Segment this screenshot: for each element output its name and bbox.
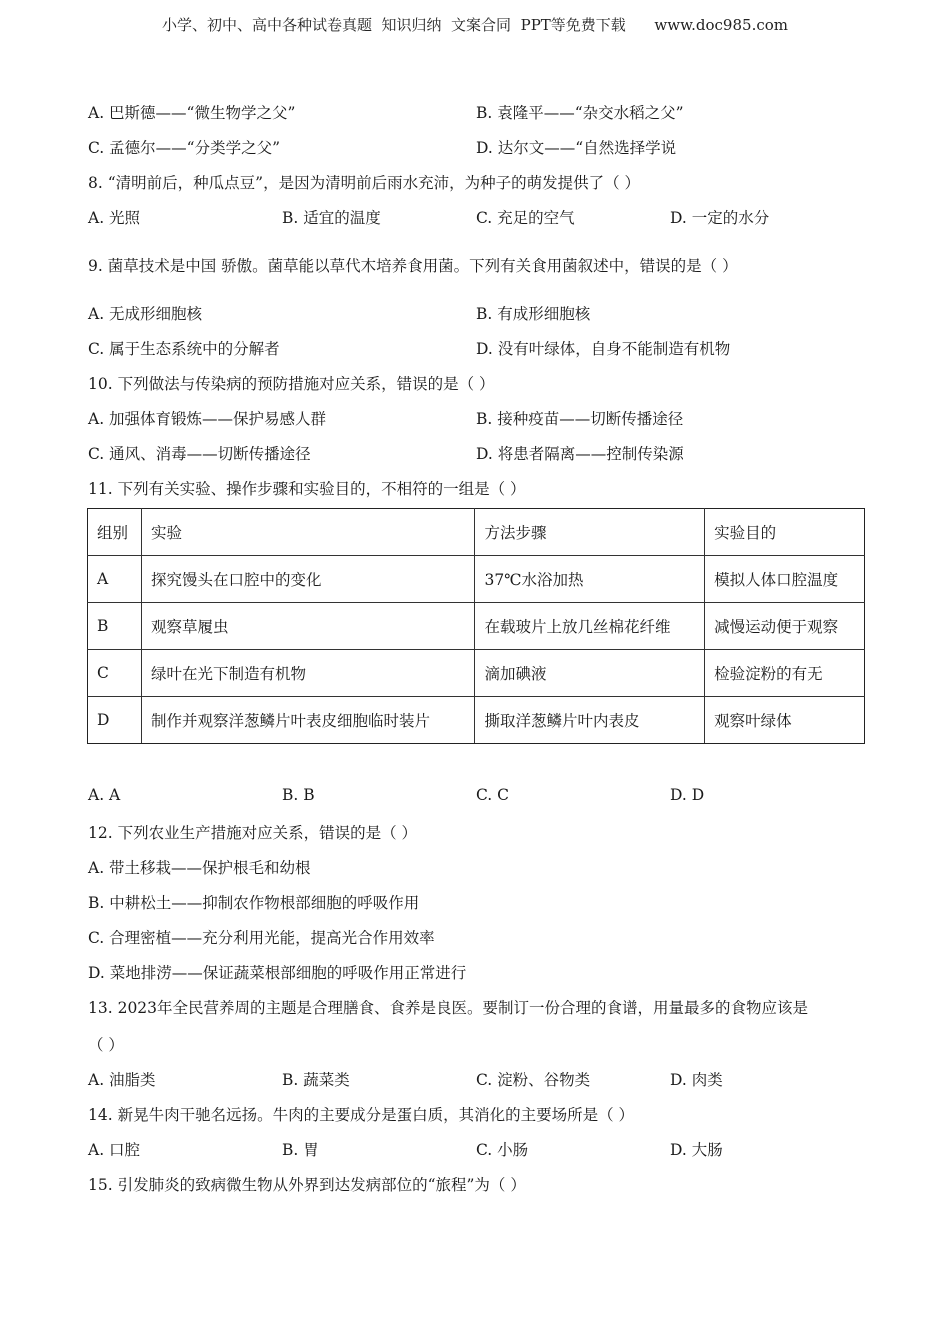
table-cell: C [88,650,142,697]
table-cell: D [88,697,142,744]
table-cell: 滴加碘液 [475,650,705,697]
q12-option-a[interactable]: A. 带土移栽——保护根毛和幼根 [88,859,311,877]
q8-option-c[interactable]: C. 充足的空气 [476,209,575,227]
q13-option-b[interactable]: B. 蔬菜类 [282,1071,350,1089]
q13-option-a[interactable]: A. 油脂类 [88,1071,156,1089]
q12-option-c[interactable]: C. 合理密植——充分利用光能，提高光合作用效率 [88,929,435,947]
table-cell: 在载玻片上放几丝棉花纤维 [475,603,705,650]
table-cell: 撕取洋葱鳞片叶内表皮 [475,697,705,744]
table-cell: 观察草履虫 [141,603,475,650]
q14-option-b[interactable]: B. 胃 [282,1141,319,1159]
table-cell: B [88,603,142,650]
q15-stem: 15. 引发肺炎的致病微生物从外界到达发病部位的“旅程”为（ ） [88,1176,526,1194]
q10-stem: 10. 下列做法与传染病的预防措施对应关系，错误的是（ ） [88,375,495,393]
q7-option-d[interactable]: D. 达尔文——“自然选择学说 [476,139,677,157]
q11-option-a[interactable]: A. A [88,786,121,804]
q11-experiment-table [87,508,865,744]
table-header-cell: 组别 [88,509,142,556]
q8-stem: 8. “清明前后，种瓜点豆”，是因为清明前后雨水充沛，为种子的萌发提供了（ ） [88,174,640,192]
table-cell: A [88,556,142,603]
table-cell: 检验淀粉的有无 [705,650,865,697]
table-row [88,603,865,650]
q10-option-a[interactable]: A. 加强体育锻炼——保护易感人群 [88,410,327,428]
q10-option-c[interactable]: C. 通风、消毒——切断传播途径 [88,445,311,463]
table-cell: 绿叶在光下制造有机物 [141,650,475,697]
q9-option-b[interactable]: B. 有成形细胞核 [476,305,591,323]
page-header: 小学、初中、高中各种试卷真题 知识归纳 文案合同 PPT等免费下载 www.doc985.com [161,16,788,34]
q14-option-a[interactable]: A. 口腔 [88,1141,141,1159]
q12-option-b[interactable]: B. 中耕松土——抑制农作物根部细胞的呼吸作用 [88,894,420,912]
table-row [88,697,865,744]
q8-option-a[interactable]: A. 光照 [88,209,141,227]
q11-stem: 11. 下列有关实验、操作步骤和实验目的，不相符的一组是（ ） [88,480,526,498]
table-header-cell: 实验目的 [705,509,865,556]
q14-option-d[interactable]: D. 大肠 [670,1141,723,1159]
q7-option-c[interactable]: C. 孟德尔——“分类学之父” [88,139,281,157]
q14-stem: 14. 新晃牛肉干驰名远扬。牛肉的主要成分是蛋白质，其消化的主要场所是（ ） [88,1106,635,1124]
q11-option-b[interactable]: B. B [282,786,315,804]
table-header-cell: 实验 [141,509,475,556]
q7-option-b[interactable]: B. 袁隆平——“杂交水稻之父” [476,104,684,122]
table-cell: 观察叶绿体 [705,697,865,744]
table-cell: 37℃水浴加热 [475,556,705,603]
table-cell: 探究馒头在口腔中的变化 [141,556,475,603]
q8-option-d[interactable]: D. 一定的水分 [670,209,770,227]
table-row [88,556,865,603]
q13-stem: 13. 2023年全民营养周的主题是合理膳食、食养是良医。要制订一份合理的食谱，用量最多的食物应该是 [88,999,809,1017]
q12-option-d[interactable]: D. 菜地排涝——保证蔬菜根部细胞的呼吸作用正常进行 [88,964,467,982]
q9-stem: 9. 菌草技术是中国 骄傲。菌草能以草代木培养食用菌。下列有关食用菌叙述中，错误的是（ ） [88,257,738,275]
q13-stem-continued: （ ） [88,1036,124,1054]
q13-option-d[interactable]: D. 肉类 [670,1071,723,1089]
q8-option-b[interactable]: B. 适宜的温度 [282,209,381,227]
table-header-cell: 方法步骤 [475,509,705,556]
q14-option-c[interactable]: C. 小肠 [476,1141,529,1159]
q13-option-c[interactable]: C. 淀粉、谷物类 [476,1071,591,1089]
q12-stem: 12. 下列农业生产措施对应关系，错误的是（ ） [88,824,418,842]
table-row [88,650,865,697]
q9-option-a[interactable]: A. 无成形细胞核 [88,305,203,323]
q10-option-d[interactable]: D. 将患者隔离——控制传染源 [476,445,684,463]
q9-option-c[interactable]: C. 属于生态系统中的分解者 [88,340,280,358]
table-header-row [88,509,865,556]
q10-option-b[interactable]: B. 接种疫苗——切断传播途径 [476,410,684,428]
q9-option-d[interactable]: D. 没有叶绿体，自身不能制造有机物 [476,340,731,358]
q11-option-c[interactable]: C. C [476,786,510,804]
table-cell: 模拟人体口腔温度 [705,556,865,603]
q7-option-a[interactable]: A. 巴斯德——“微生物学之父” [88,104,296,122]
table-cell: 减慢运动便于观察 [705,603,865,650]
q11-option-d[interactable]: D. D [670,786,705,804]
table-cell: 制作并观察洋葱鳞片叶表皮细胞临时装片 [141,697,475,744]
